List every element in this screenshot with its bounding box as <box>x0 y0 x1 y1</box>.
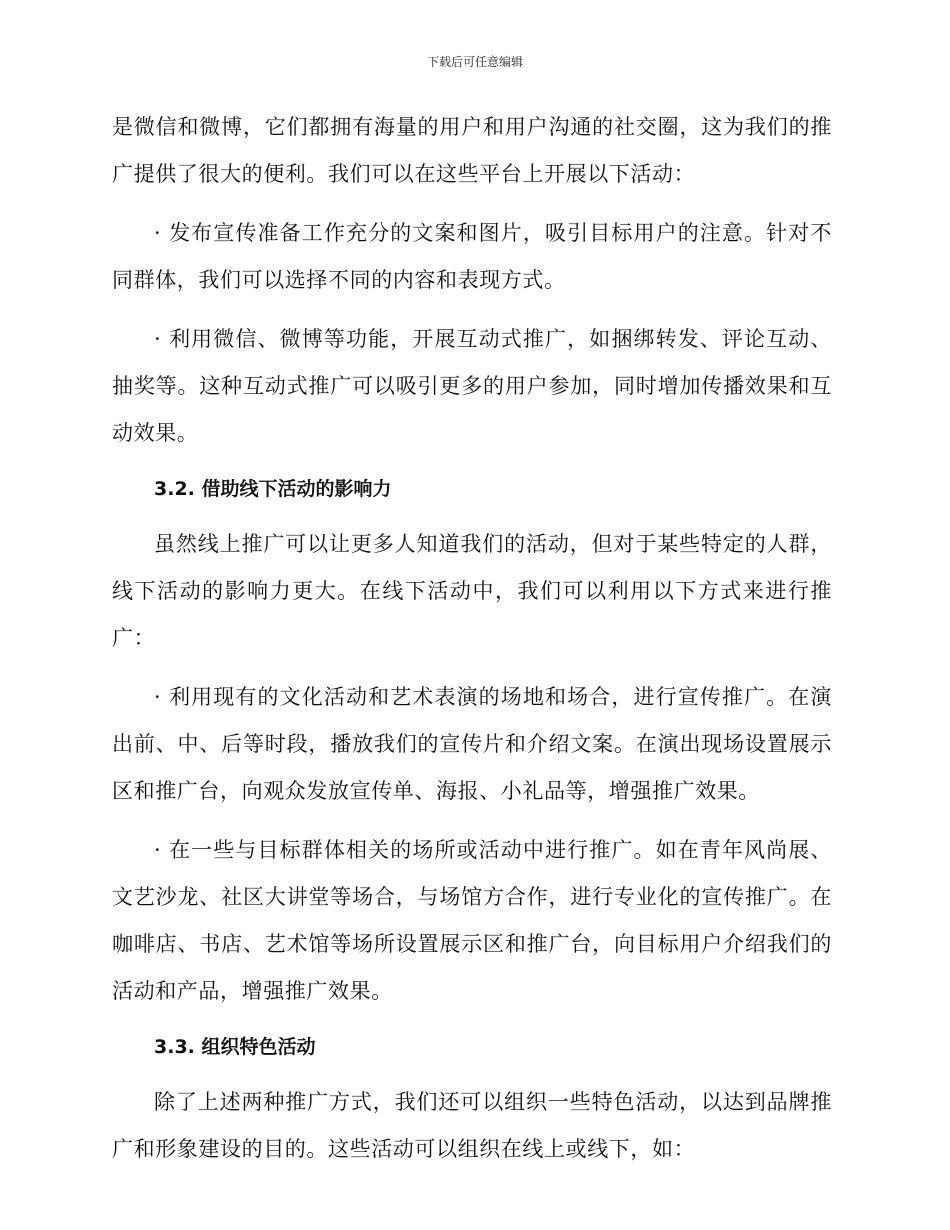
bullet-cultural-venues: · 利用现有的文化活动和艺术表演的场地和场合，进行宣传推广。在演出前、中、后等时段，播放我们的宣传片和介绍文案。在演出现场设置展示区和推广台，向观众发放宣传单、海报、小礼品等，增强推广效果。 <box>112 685 832 803</box>
bullet-interactive-promotion: · 利用微信、微博等功能，开展互动式推广，如捆绑转发、评论互动、抽奖等。这种互动式推广可以吸引更多的用户参加，同时增加传播效果和互动效果。 <box>112 327 832 445</box>
bullet-target-venues: · 在一些与目标群体相关的场所或活动中进行推广。如在青年风尚展、文艺沙龙、社区大讲堂等场合，与场馆方合作，进行专业化的宣传推广。在咖啡店、书店、艺术馆等场所设置展示区和推广台，向目标用户介绍我们的活动和产品，增强推广效果。 <box>112 838 832 1003</box>
section-heading-3-3: 3.3. 组织特色活动 <box>154 1036 316 1058</box>
paragraph-social-platforms: 是微信和微博，它们都拥有海量的用户和用户沟通的社交圈，这为我们的推广提供了很大的便利。我们可以在这些平台上开展以下活动： <box>112 115 832 186</box>
section-heading-3-2: 3.2. 借助线下活动的影响力 <box>154 478 392 500</box>
paragraph-offline-activities: 虽然线上推广可以让更多人知道我们的活动，但对于某些特定的人群，线下活动的影响力更大。在线下活动中，我们可以利用以下方式来进行推广： <box>112 532 832 650</box>
document-body <box>112 104 832 1173</box>
page-header: 下载后可任意编辑 <box>426 55 523 69</box>
paragraph-special-activities: 除了上述两种推广方式，我们还可以组织一些特色活动，以达到品牌推广和形象建设的目的。这些活动可以组织在线上或线下，如： <box>112 1090 832 1161</box>
bullet-publish-content: · 发布宣传准备工作充分的文案和图片，吸引目标用户的注意。针对不同群体，我们可以选择不同的内容和表现方式。 <box>112 221 832 292</box>
